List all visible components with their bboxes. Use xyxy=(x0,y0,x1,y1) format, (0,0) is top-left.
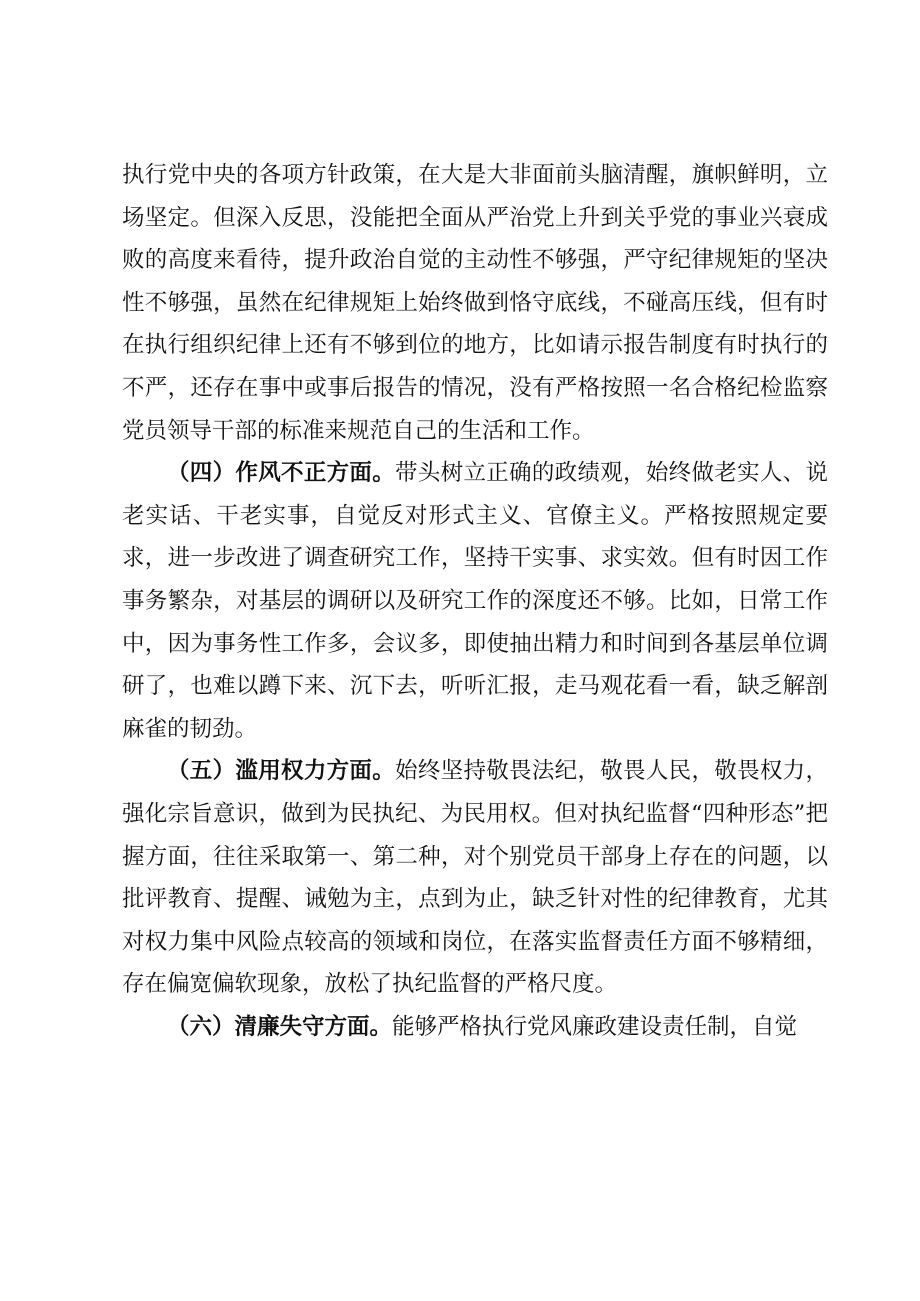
paragraph-section-6 xyxy=(122,1006,828,1049)
paragraph-section-5 xyxy=(122,750,828,1006)
section-heading: （六）清廉失守方面。 xyxy=(167,1013,393,1040)
paragraph-text: 执行党中央的各项方针政策，在大是大非面前头脑清醒，旗帜鲜明，立场坚定。但深入反思，没能把全面从严治党上升到关乎党的事业兴衰成败的高度来看待，提升政治自觉的主动性不够强，严守纪律规矩的坚决性不够强，虽然在纪律规矩上始终做到恪守底线，不碰高压线，但有时在执行组织纪律上还有不够到位的地方，比如请示报告制度有时执行的不严，还存在事中或事后报告的情况，没有严格按照一名合格纪检监察党员领导干部的标准来规范自己的生活和工作。 xyxy=(122,162,828,444)
paragraph-text: 始终坚持敬畏法纪，敬畏人民，敬畏权力，强化宗旨意识，做到为民执纪、为民用权。但对执纪监督“四种形态”把握方面，往往采取第一、第二种，对个别党员干部身上存在的问题，以批评教育、提醒、诫勉为主，点到为止，缺乏针对性的纪律教育，尤其对权力集中风险点较高的领域和岗位，在落实监督责任方面不够精细，存在偏宽偏软现象，放松了执纪监督的严格尺度。 xyxy=(122,758,828,998)
paragraph-text: 能够严格执行党风廉政建设责任制，自觉 xyxy=(392,1013,798,1040)
section-heading: （五）滥用权力方面。 xyxy=(167,758,396,785)
paragraph-text: 带头树立正确的政绩观，始终做老实人、说老实话、干老实事，自觉反对形式主义、官僚主义。严格按照规定要求，进一步改进了调查研究工作，坚持干实事、求实效。但有时因工作事务繁杂，对基层的调研以及研究工作的深度还不够。比如，日常工作中，因为事务性工作多，会议多，即使抽出精力和时间到各基层单位调研了，也难以蹲下来、沉下去，听听汇报，走马观花看一看，缺乏解剖麻雀的韧劲。 xyxy=(122,460,828,742)
paragraph-section-4 xyxy=(122,452,828,750)
document-body xyxy=(122,154,828,1048)
paragraph-continued xyxy=(122,154,828,452)
section-heading: （四）作风不正方面。 xyxy=(167,460,396,487)
